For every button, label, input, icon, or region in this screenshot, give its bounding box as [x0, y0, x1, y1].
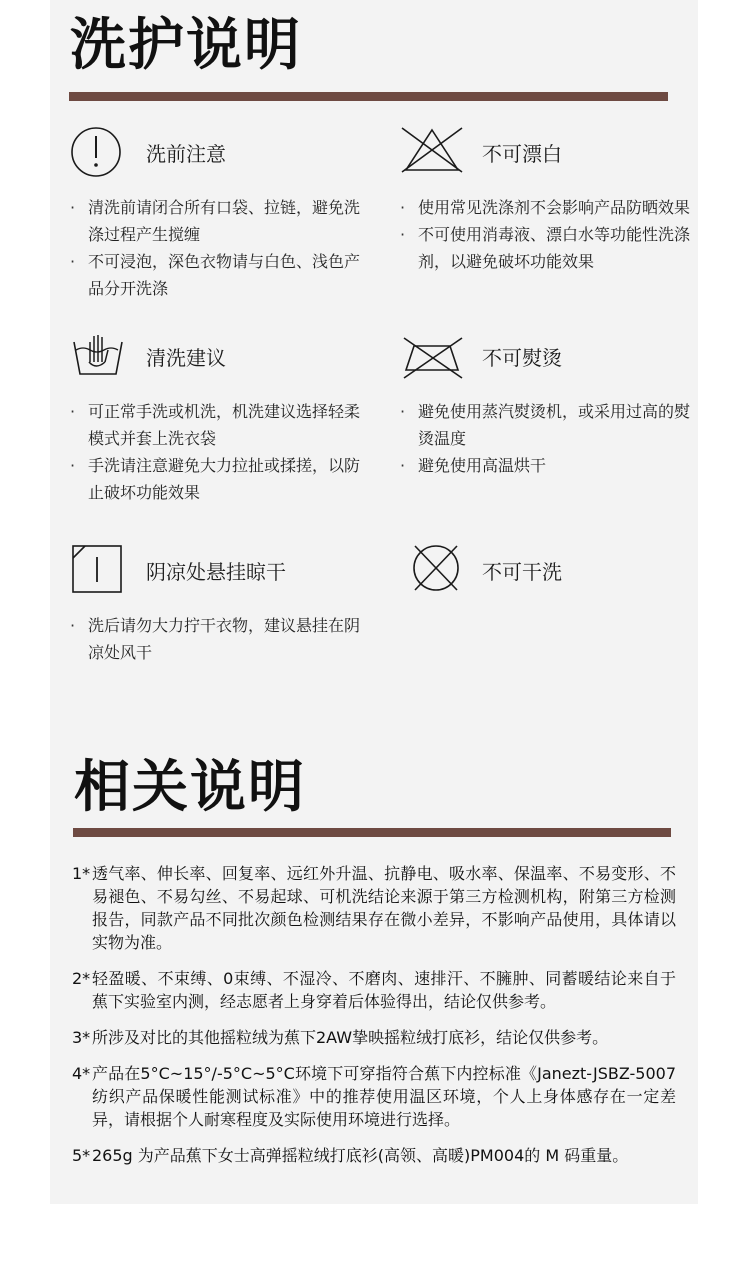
care-item: · 不可使用消毒液、漂白水等功能性洗涤剂，以避免破坏功能效果: [400, 221, 700, 275]
care-item: · 可正常手洗或机洗，机洗建议选择轻柔模式并套上洗衣袋: [70, 398, 370, 452]
care-title: 阴凉处悬挂晾干: [146, 560, 286, 584]
care-block-no-dry-clean: [408, 542, 708, 598]
care-item: · 避免使用高温烘干: [400, 452, 700, 479]
care-block-no-bleach: [400, 124, 700, 275]
note-text: 产品在5°C~15°/-5°C~5°C环境下可穿指符合蕉下内控标准《Janezt-JSBZ-5007纺织产品保暖性能测试标准》中的推荐使用温区环境，个人上身体感存在一定差异，请根据个人耐寒程度及实际使用环境进行选择。: [92, 1064, 676, 1129]
hand-wash-icon: [70, 328, 126, 384]
care-title: 不可熨烫: [482, 346, 562, 370]
care-item: · 清洗前请闭合所有口袋、拉链，避免洗涤过程产生搅缠: [70, 194, 370, 248]
note-text: 轻盈暖、不束缚、0束缚、不湿冷、不磨肉、速排汗、不臃肿、同蓄暖结论来自于蕉下实验室内测，经志愿者上身穿着后体验得出，结论仅供参考。: [92, 969, 676, 1011]
section-title-care: 洗护说明: [70, 13, 302, 78]
no-bleach-icon: [400, 124, 464, 180]
care-list: [400, 398, 700, 479]
care-list: [400, 194, 700, 275]
note-number: 3*: [72, 1028, 91, 1047]
care-list: [70, 398, 370, 506]
care-item: · 手洗请注意避免大力拉扯或揉搓，以防止破坏功能效果: [70, 452, 370, 506]
care-block-wash-advice: [70, 328, 370, 506]
no-dry-clean-icon: [408, 542, 464, 598]
section-divider: [69, 92, 668, 101]
care-title: 洗前注意: [146, 142, 226, 166]
care-block-no-iron: [400, 328, 700, 479]
care-item: · 避免使用蒸汽熨烫机，或采用过高的熨烫温度: [400, 398, 700, 452]
care-block-pre-wash: [70, 124, 370, 302]
no-iron-icon: [400, 328, 464, 384]
note-item: [72, 1026, 676, 1049]
note-item: [72, 862, 676, 954]
section-title-notes: 相关说明: [74, 755, 306, 820]
care-list: [70, 612, 370, 666]
exclamation-circle-icon: [70, 124, 126, 180]
note-item: [72, 967, 676, 1013]
note-text: 透气率、伸长率、回复率、远红外升温、抗静电、吸水率、保温率、不易变形、不易褪色、不易勾丝、不易起球、可机洗结论来源于第三方检测机构，附第三方检测报告，同款产品不同批次颜色检测结果存在微小差异，不影响产品使用，具体请以实物为准。: [92, 864, 676, 952]
note-item: [72, 1144, 676, 1167]
care-list: [70, 194, 370, 302]
note-item: [72, 1062, 676, 1131]
care-item: · 洗后请勿大力拧干衣物，建议悬挂在阴凉处风干: [70, 612, 370, 666]
care-block-line-dry: [70, 542, 370, 666]
line-dry-shade-icon: [70, 542, 126, 598]
note-number: 4*: [72, 1064, 91, 1083]
note-number: 2*: [72, 969, 91, 988]
section-divider: [73, 828, 671, 837]
care-item: · 使用常见洗涤剂不会影响产品防晒效果: [400, 194, 700, 221]
care-title: 不可漂白: [482, 142, 562, 166]
care-title: 不可干洗: [482, 560, 562, 584]
notes-list: [72, 862, 676, 1180]
note-text: 265g 为产品蕉下女士高弹摇粒绒打底衫(高领、高暖)PM004的 M 码重量。: [92, 1146, 629, 1165]
care-title: 清洗建议: [146, 346, 226, 370]
note-number: 5*: [72, 1146, 91, 1165]
care-item: · 不可浸泡，深色衣物请与白色、浅色产品分开洗涤: [70, 248, 370, 302]
note-text: 所涉及对比的其他摇粒绒为蕉下2AW挚映摇粒绒打底衫，结论仅供参考。: [92, 1028, 609, 1047]
note-number: 1*: [72, 864, 91, 883]
